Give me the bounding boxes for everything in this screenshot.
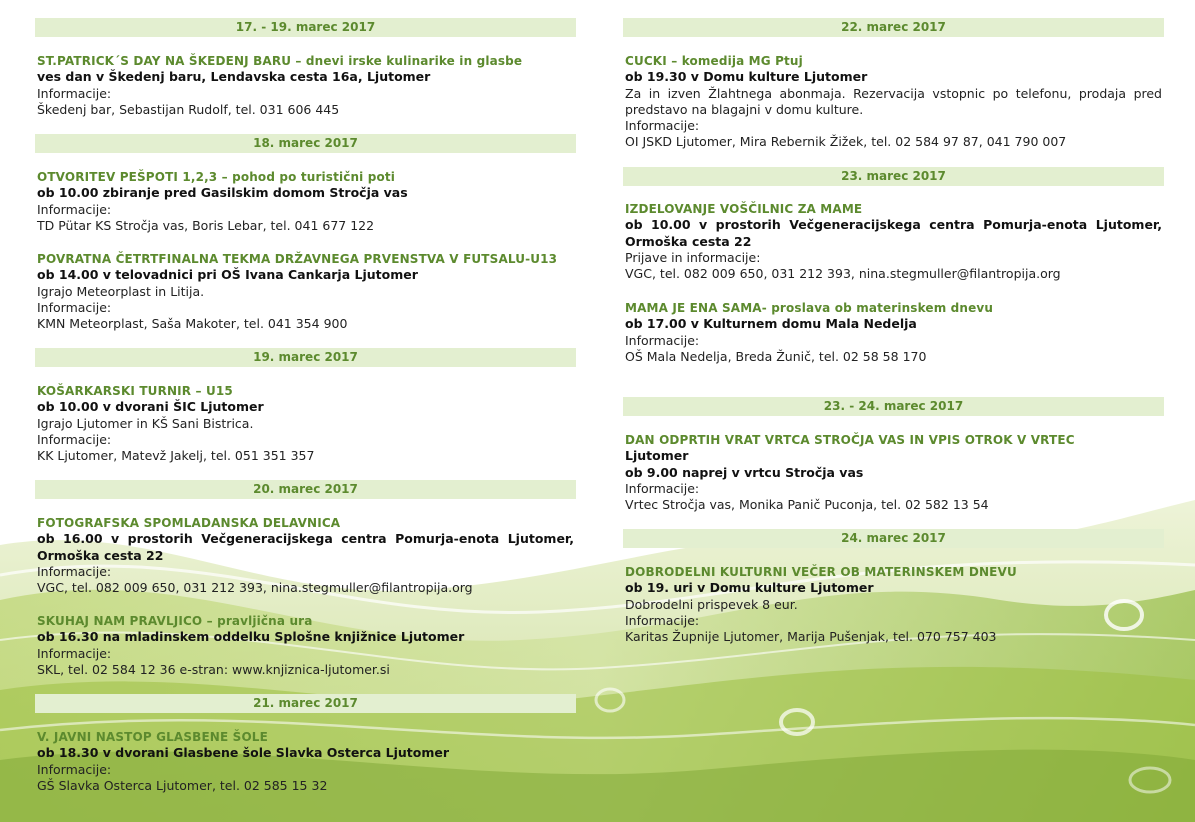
event-title: ST.PATRICK´S DAY NA ŠKEDENJ BARU – dnevi irske kulinarike in glasbe: [37, 54, 523, 68]
info-label: Informacije:: [37, 201, 112, 217]
date-header: 24. marec 2017: [623, 529, 1164, 548]
event-time-place: ves dan v Škedenj baru, Lendavska cesta 16a, Ljutomer: [37, 69, 431, 85]
date-header: 20. marec 2017: [35, 480, 576, 499]
event-time-place: ob 9.00 naprej v vrtcu Stročja vas: [625, 464, 864, 480]
event-time-place: ob 16.00 v prostorih Večgeneracijskega centra Pomurja-enota Ljutomer, Ormoška cesta 22: [37, 531, 574, 563]
info-label: Informacije:: [37, 645, 112, 661]
event-contact: Škedenj bar, Sebastijan Rudolf, tel. 031 606 445: [37, 101, 340, 117]
event-contact: Karitas Župnije Ljutomer, Marija Pušenjak, tel. 070 757 403: [625, 629, 997, 645]
event-title: POVRATNA ČETRTFINALNA TEKMA DRŽAVNEGA PRVENSTVA V FUTSALU-U13: [37, 252, 558, 266]
info-label: Informacije:: [625, 332, 700, 348]
event-contact: OI JSKD Ljutomer, Mira Rebernik Žižek, tel. 02 584 97 87, 041 790 007: [625, 134, 1067, 150]
info-label: Prijave in informacije:: [625, 249, 761, 265]
event-time-place: ob 16.30 na mladinskem oddelku Splošne knjižnice Ljutomer: [37, 629, 465, 645]
event-note: Dobrodelni prispevek 8 eur.: [625, 596, 798, 612]
event-item: [625, 432, 1162, 513]
event-title: DOBRODELNI KULTURNI VEČER OB MATERINSKEM DNEVU: [625, 565, 1017, 579]
info-label: Informacije:: [37, 85, 112, 101]
event-note: Za in izven Žlahtnega abonmaja. Rezervacija vstopnic po telefonu, prodaja pred predstavo na blagajni v domu kulture.: [625, 85, 1162, 117]
event-item: [625, 564, 1162, 645]
event-contact: GŠ Slavka Osterca Ljutomer, tel. 02 585 15 32: [37, 777, 328, 793]
info-label: Informacije:: [37, 563, 112, 579]
event-item: [37, 383, 574, 464]
event-title: SKUHAJ NAM PRAVLJICO – pravljična ura: [37, 614, 313, 628]
event-item: [37, 515, 574, 596]
date-header: 23. - 24. marec 2017: [623, 397, 1164, 416]
event-contact: KK Ljutomer, Matevž Jakelj, tel. 051 351 357: [37, 448, 315, 464]
event-time-place: ob 14.00 v telovadnici pri OŠ Ivana Cankarja Ljutomer: [37, 267, 418, 283]
event-time-place: ob 10.00 v dvorani ŠIC Ljutomer: [37, 399, 264, 415]
event-item: [625, 53, 1162, 151]
date-header: 19. marec 2017: [35, 348, 576, 367]
info-label: Informacije:: [37, 431, 112, 447]
event-title: OTVORITEV PEŠPOTI 1,2,3 – pohod po turistični poti: [37, 170, 396, 184]
info-label: Informacije:: [625, 612, 700, 628]
date-header: 17. - 19. marec 2017: [35, 18, 576, 37]
event-title: MAMA JE ENA SAMA- proslava ob materinskem dnevu: [625, 301, 994, 315]
info-label: Informacije:: [625, 480, 700, 496]
event-time-place: ob 18.30 v dvorani Glasbene šole Slavka Osterca Ljutomer: [37, 745, 450, 761]
info-label: Informacije:: [37, 761, 112, 777]
event-time-place: ob 17.00 v Kulturnem domu Mala Nedelja: [625, 316, 917, 332]
event-item: [37, 53, 574, 118]
date-header: 18. marec 2017: [35, 134, 576, 153]
event-item: [37, 169, 574, 234]
event-item: [625, 300, 1162, 365]
event-contact: SKL, tel. 02 584 12 36 e-stran: www.knjiznica-ljutomer.si: [37, 661, 390, 677]
event-note: Igrajo Meteorplast in Litija.: [37, 283, 205, 299]
event-item: [37, 251, 574, 332]
info-label: Informacije:: [625, 118, 700, 134]
event-item: [625, 201, 1162, 282]
event-time-place: ob 10.00 v prostorih Večgeneracijskega centra Pomurja-enota Ljutomer, Ormoška cesta 22: [625, 217, 1162, 249]
event-title: CUCKI – komedija MG Ptuj: [625, 54, 803, 68]
event-title: V. JAVNI NASTOP GLASBENE ŠOLE: [37, 730, 268, 744]
event-time-place: ob 19. uri v Domu kulture Ljutomer: [625, 580, 874, 596]
event-contact: VGC, tel. 082 009 650, 031 212 393, nina.stegmuller@filantropija.org: [625, 266, 1061, 282]
event-note: Igrajo Ljutomer in KŠ Sani Bistrica.: [37, 415, 254, 431]
event-item: [37, 729, 574, 794]
event-title: IZDELOVANJE VOŠČILNIC ZA MAME: [625, 202, 863, 216]
info-label: Informacije:: [37, 299, 112, 315]
event-time-place: ob 10.00 zbiranje pred Gasilskim domom Stročja vas: [37, 185, 408, 201]
date-header: 22. marec 2017: [623, 18, 1164, 37]
event-contact: VGC, tel. 082 009 650, 031 212 393, nina.stegmuller@filantropija.org: [37, 580, 473, 596]
event-contact: TD Pütar KS Stročja vas, Boris Lebar, tel. 041 677 122: [37, 217, 375, 233]
event-contact: OŠ Mala Nedelja, Breda Žunič, tel. 02 58 58 170: [625, 348, 927, 364]
event-time-place: ob 19.30 v Domu kulture Ljutomer: [625, 69, 868, 85]
event-contact: Vrtec Stročja vas, Monika Panič Puconja, tel. 02 582 13 54: [625, 497, 989, 513]
event-contact: KMN Meteorplast, Saša Makoter, tel. 041 354 900: [37, 316, 348, 332]
event-title: DAN ODPRTIH VRAT VRTCA STROČJA VAS IN VPIS OTROK V VRTEC: [625, 433, 1075, 447]
date-header: 23. marec 2017: [623, 167, 1164, 186]
date-header: 21. marec 2017: [35, 694, 576, 713]
event-place-line: Ljutomer: [625, 448, 689, 464]
event-title: FOTOGRAFSKA SPOMLADANSKA DELAVNICA: [37, 516, 341, 530]
event-title: KOŠARKARSKI TURNIR – U15: [37, 384, 233, 398]
event-item: [37, 613, 574, 678]
